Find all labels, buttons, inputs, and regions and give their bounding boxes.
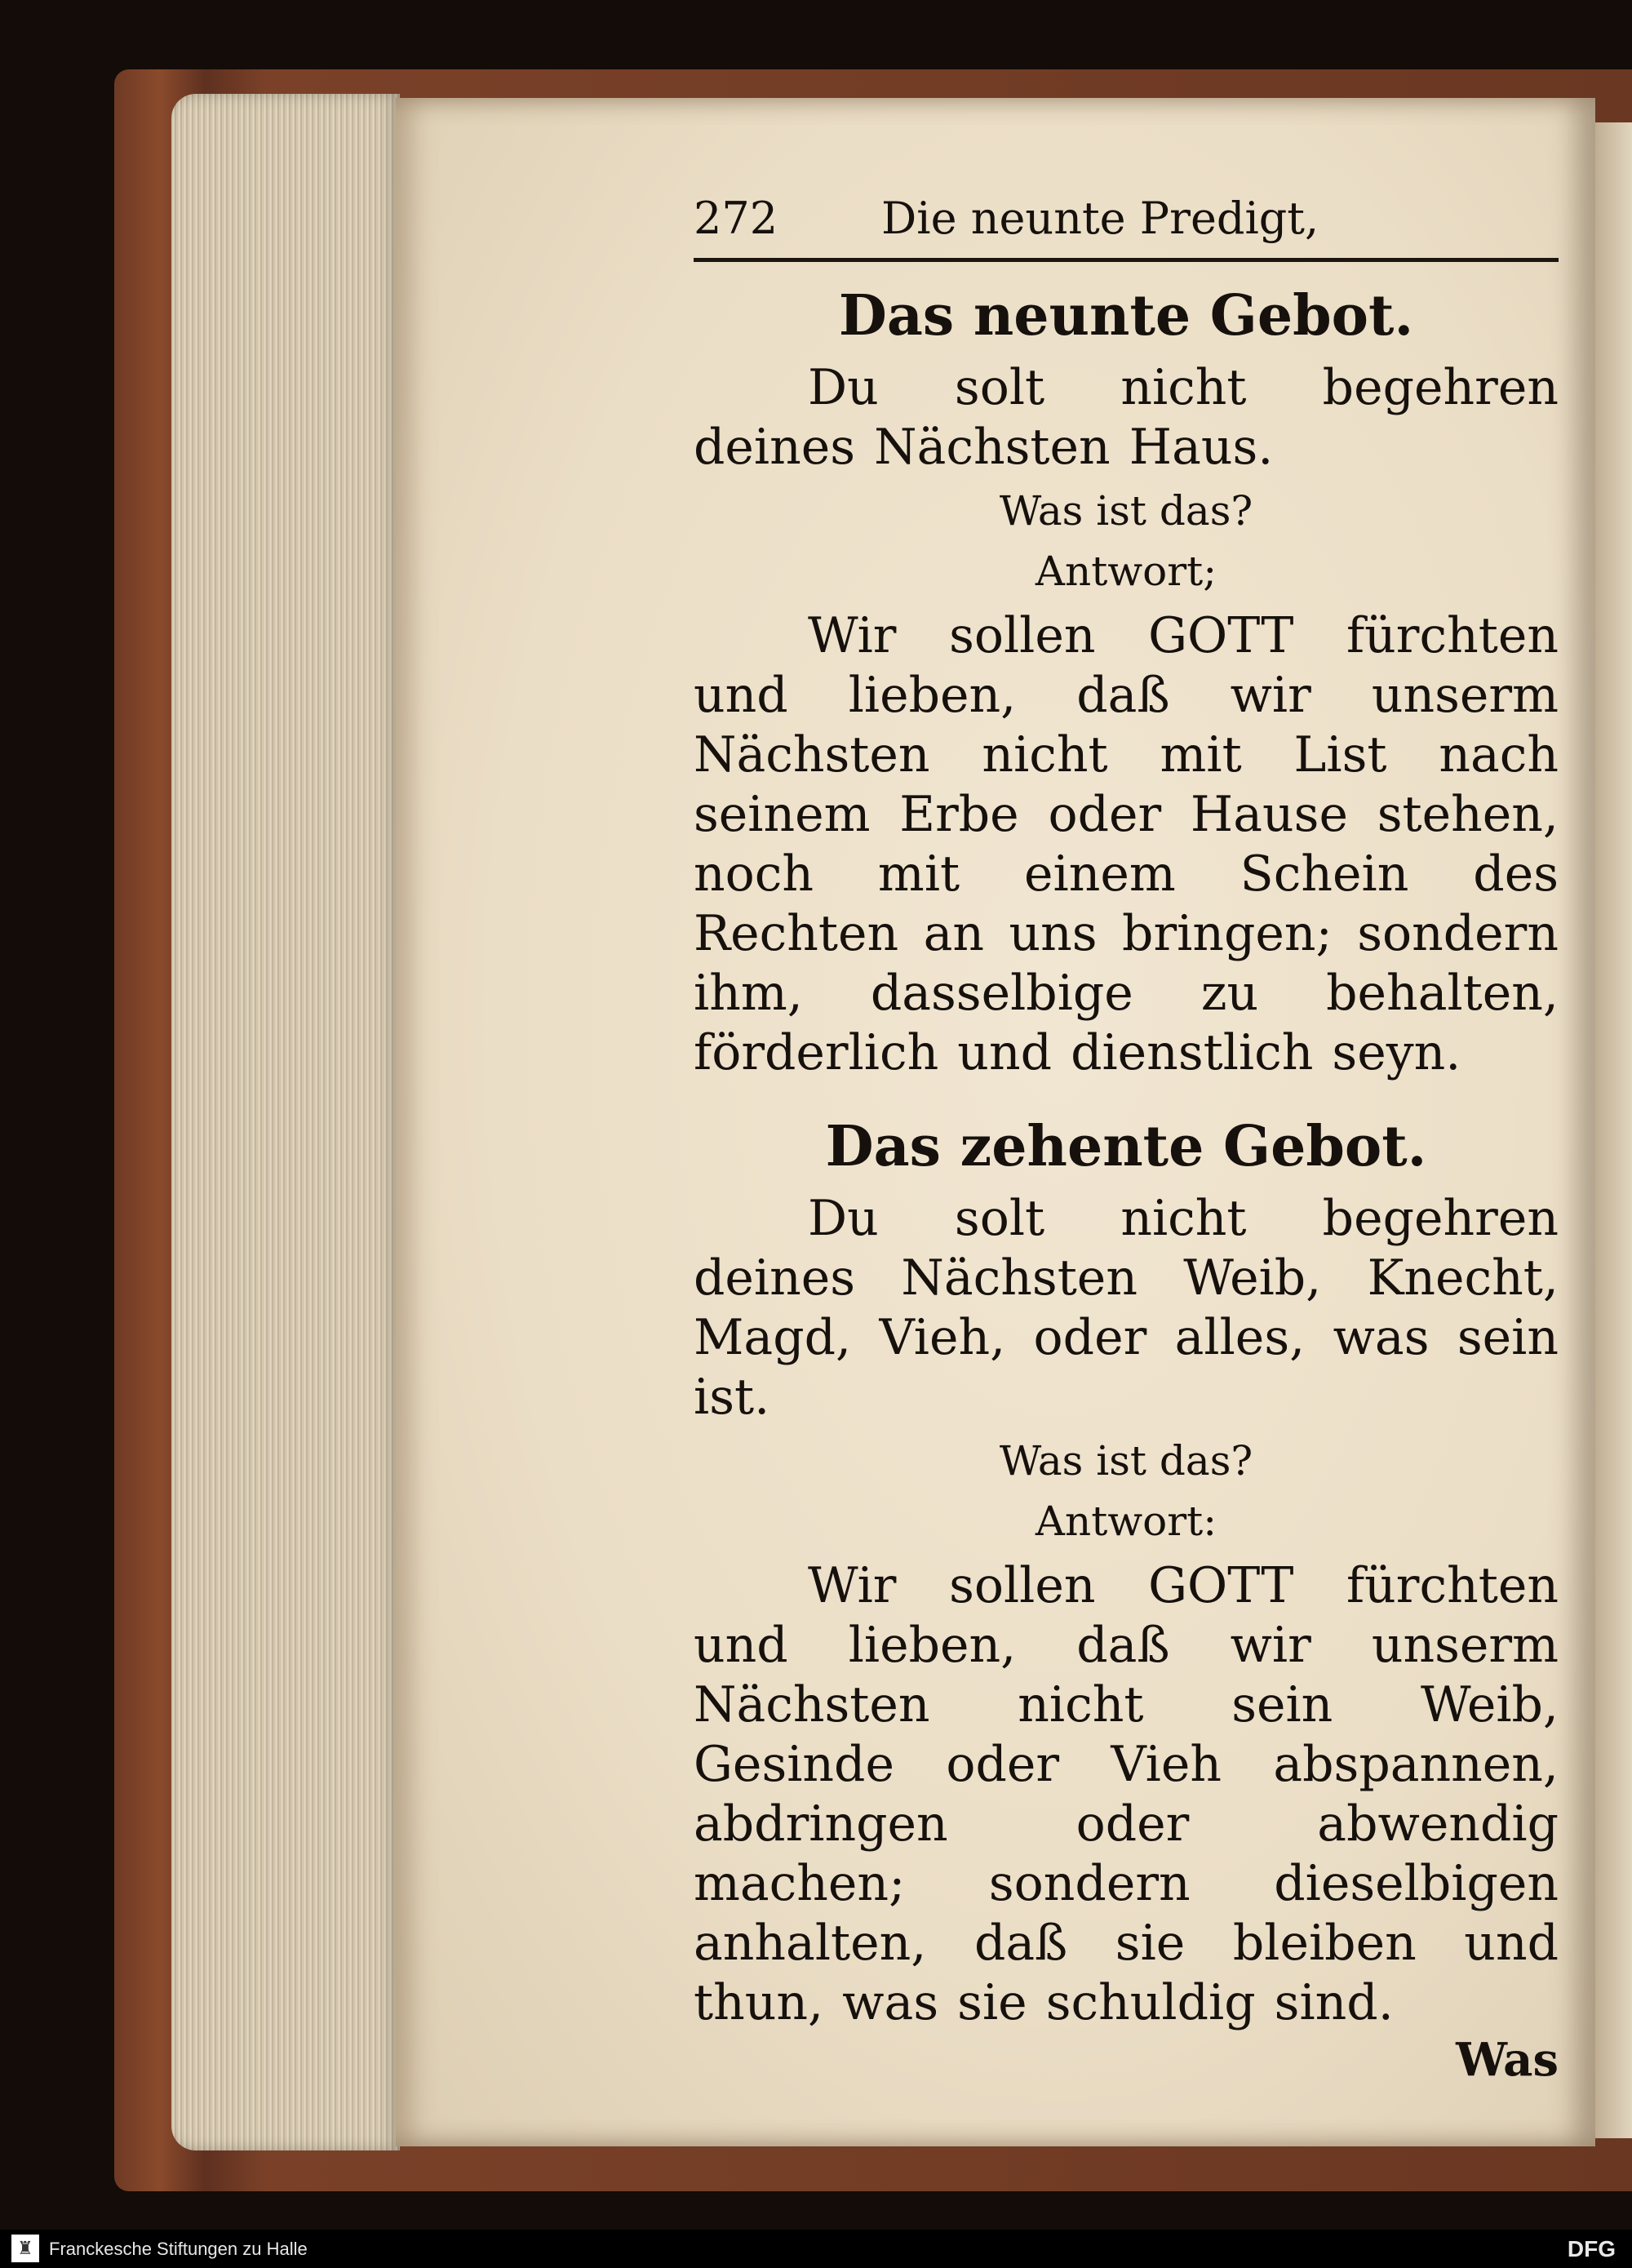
section-heading: Das zehente Gebot. (825, 1114, 1427, 1179)
dfg-label: DFG (1567, 2236, 1616, 2261)
section-heading: Das neunte Gebot. (838, 283, 1414, 348)
running-title: Die neunte Predigt, (881, 193, 1319, 244)
running-head (694, 186, 1559, 251)
commandment-text: Du solt nicht begehren deines Nächsten Haus. (694, 359, 1559, 476)
section-tenth-commandment (694, 1112, 1559, 2033)
institution-name: Franckesche Stiftungen zu Halle (49, 2239, 308, 2259)
page-text (694, 186, 1559, 2087)
institution-logo-icon: ♜ (11, 2235, 39, 2262)
answer-label: Antwort; (1035, 548, 1217, 595)
section-ninth-commandment (694, 282, 1559, 1083)
viewer-footer (0, 2230, 1632, 2268)
commandment-text: Du solt nicht begehren deines Nächsten Weib, Knecht, Magd, Vieh, oder alles, was sein ist. (694, 1190, 1559, 1426)
header-rule (694, 258, 1559, 262)
catchword: Was (1456, 2033, 1559, 2087)
answer-text: Wir sollen GOTT fürchten und lieben, daß wir unserm Nächsten nicht mit List nach seinem Erbe oder Hause stehen, noch mit einem Schein des Rechten an uns bringen; sondern ihm, dasselbige zu behalten, förderlich und dienstlich seyn. (694, 607, 1559, 1081)
facing-page-edge (1595, 122, 1632, 2138)
question: Was ist das? (999, 1437, 1253, 1485)
answer-text: Wir sollen GOTT fürchten und lieben, daß wir unserm Nächsten nicht sein Weib, Gesinde oder Vieh abspannen, abdringen oder abwendig machen; sondern dieselbigen anhalten, daß sie bleiben und thun, was sie schuldig sind. (694, 1557, 1559, 2031)
page-number: 272 (694, 193, 778, 244)
question: Was ist das? (999, 487, 1253, 535)
answer-label: Antwort: (1035, 1498, 1217, 1545)
page-edges (171, 94, 400, 2150)
